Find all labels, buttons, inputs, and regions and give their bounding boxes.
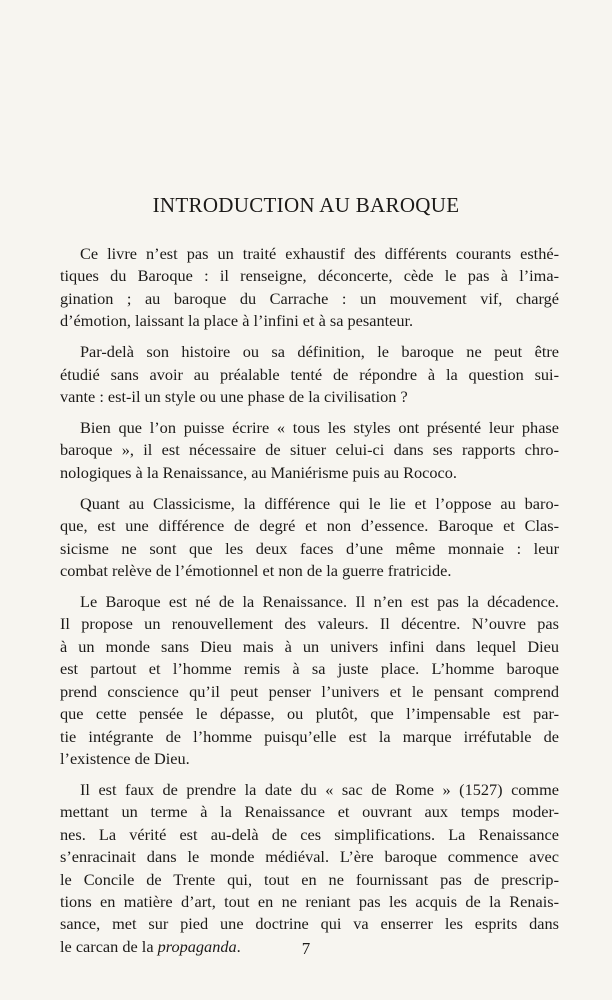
paragraph-2: [60, 341, 559, 408]
text-line: Il propose un renouvellement des valeurs. Il décentre. N’ouvre pas: [60, 614, 559, 634]
chapter-body: [60, 243, 559, 967]
text-line: tiques du Baroque : il renseigne, déconcerte, cède le pas à l’ima-: [60, 266, 559, 286]
text-line: est partout et l’homme remis à sa juste place. L’homme baroque: [60, 659, 559, 679]
text-line: tions en matière d’art, tout en ne reniant pas les acquis de la Renais-: [60, 891, 559, 911]
text-line: s’enracinait dans le monde médiéval. L’ère baroque commence avec: [60, 847, 559, 867]
text-line: à un monde sans Dieu mais à un univers infini dans lequel Dieu: [60, 636, 559, 656]
text-line: Bien que l’on puisse écrire « tous les styles ont présenté leur phase: [80, 418, 559, 438]
page-number: 7: [301, 939, 311, 958]
paragraph-6: [60, 779, 559, 958]
text-line: nes. La vérité est au-delà de ces simplifications. La Renaissance: [60, 824, 559, 844]
paragraph-3: [60, 417, 559, 484]
text-line: le Concile de Trente qui, tout en ne fournissant pas de prescrip-: [60, 869, 559, 889]
text-line: Par-delà son histoire ou sa définition, le baroque ne peut être: [80, 342, 559, 362]
text-line: étudié sans avoir au préalable tenté de répondre à la question sui-: [60, 364, 559, 384]
text-line: que cette pensée le dépasse, ou plutôt, que l’impensable est par-: [60, 704, 559, 724]
text-line: Quant au Classicisme, la différence qui le lie et l’oppose au baro-: [80, 493, 559, 513]
text-line: d’émotion, laissant la place à l’infini et à sa pesanteur.: [60, 311, 414, 331]
text-line: Le Baroque est né de la Renaissance. Il n’en est pas la décadence.: [80, 592, 559, 612]
text-line: gination ; au baroque du Carrache : un mouvement vif, chargé: [60, 288, 559, 308]
text-fragment: le carcan de la: [60, 936, 158, 956]
text-line: prend conscience qu’il peut penser l’univers et le pensant comprend: [60, 681, 559, 701]
text-line: baroque », il est nécessaire de situer celui-ci dans ses rapports chro-: [60, 440, 559, 460]
text-line: sicisme ne sont que les deux faces d’une même monnaie : leur: [60, 538, 559, 558]
text-line: tie intégrante de l’homme puisqu’elle est la marque irréfutable de: [60, 726, 559, 746]
text-line: combat relève de l’émotionnel et non de la guerre fratricide.: [60, 561, 452, 581]
chapter-title: INTRODUCTION AU BAROQUE: [152, 193, 460, 217]
text-line: que, est une différence de degré et non d’essence. Baroque et Clas-: [60, 516, 559, 536]
text-line: Il est faux de prendre la date du « sac de Rome » (1527) comme: [80, 779, 559, 799]
paragraph-5: [60, 591, 559, 770]
text-line: l’existence de Dieu.: [60, 748, 190, 768]
paragraph-1: [60, 243, 559, 333]
text-line: vante : est-il un style ou une phase de la civilisation ?: [60, 387, 408, 407]
paragraph-4: [60, 493, 559, 583]
text-line: nologiques à la Renaissance, au Maniérisme puis au Rococo.: [60, 462, 457, 482]
italic-term: propaganda: [157, 936, 237, 956]
text-line: sance, met sur pied une doctrine qui va enserrer les esprits dans: [60, 914, 559, 934]
text-line: mettant un terme à la Renaissance et ouvrant aux temps moder-: [60, 802, 559, 822]
text-line: Ce livre n’est pas un traité exhaustif des différents courants esthé-: [80, 244, 559, 263]
text-fragment: .: [236, 936, 241, 956]
